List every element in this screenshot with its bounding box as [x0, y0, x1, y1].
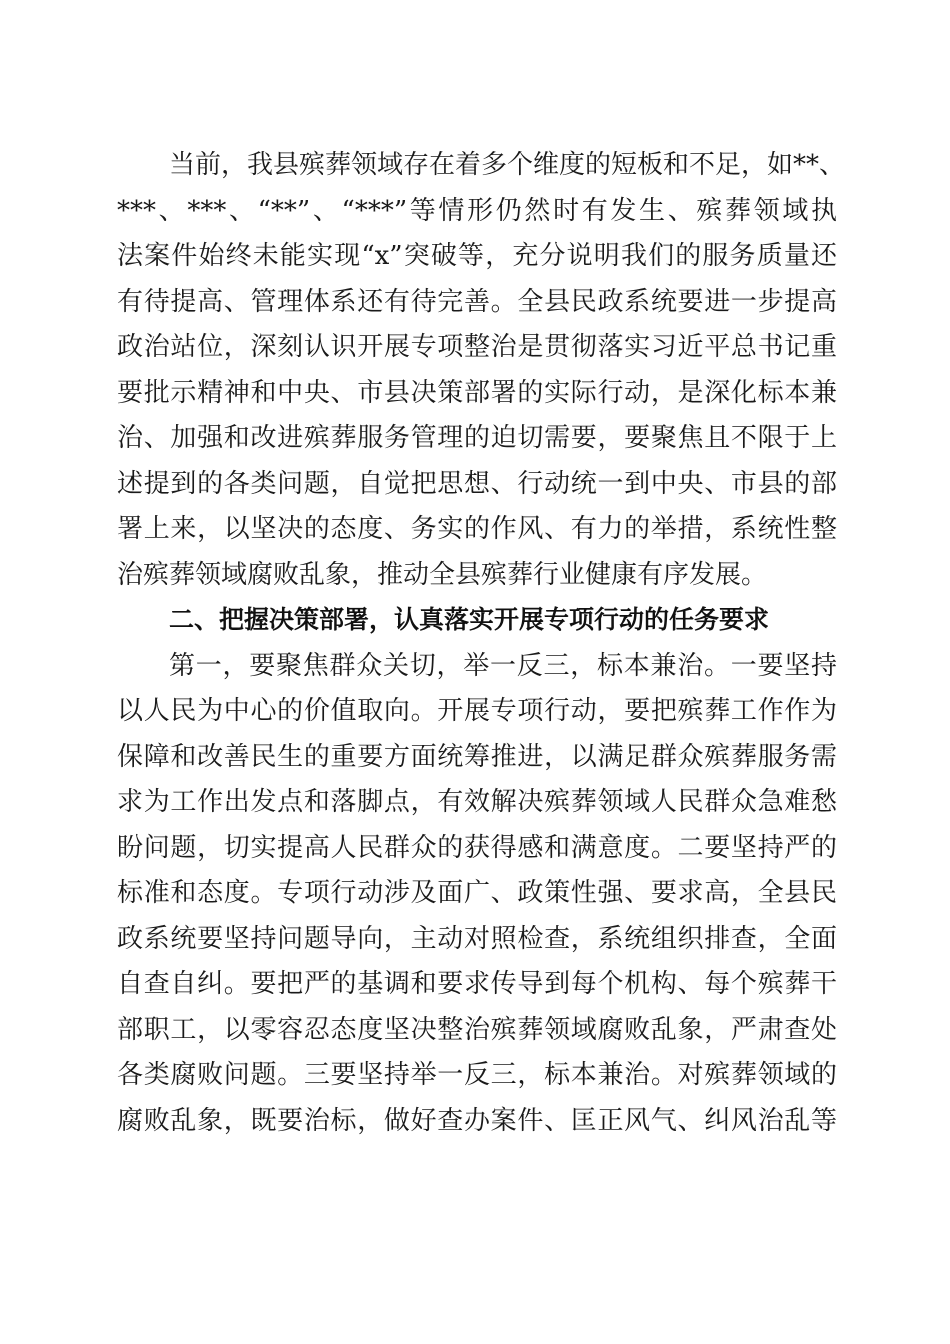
paragraph1-line: 署上来，以坚决的态度、务实的作风、有力的举措，系统性整: [117, 514, 837, 544]
paragraph2-line: 自查自纠。要把严的基调和要求传导到每个机构、每个殡葬干: [117, 969, 837, 999]
paragraph2-line: 政系统要坚持问题导向，主动对照检查，系统组织排查，全面: [117, 924, 837, 954]
paragraph1-line: 述提到的各类问题，自觉把思想、行动统一到中央、市县的部: [117, 469, 837, 499]
paragraph2-line: 求为工作出发点和落脚点，有效解决殡葬领域人民群众急难愁: [117, 787, 837, 817]
paragraph2-line: 标准和态度。专项行动涉及面广、政策性强、要求高，全县民: [117, 878, 837, 908]
paragraph1-line: 治、加强和改进殡葬服务管理的迫切需要，要聚焦且不限于上: [117, 423, 837, 453]
paragraph2-line: 各类腐败问题。三要坚持举一反三，标本兼治。对殡葬领域的: [117, 1060, 837, 1090]
paragraph2-line: 保障和改善民生的重要方面统筹推进，以满足群众殡葬服务需: [117, 742, 837, 772]
paragraph1-line: 有待提高、管理体系还有待完善。全县民政系统要进一步提高: [117, 287, 837, 317]
paragraph1-line: 法案件始终未能实现“x”突破等，充分说明我们的服务质量还: [117, 241, 837, 271]
paragraph2-line: 以人民为中心的价值取向。开展专项行动，要把殡葬工作作为: [117, 696, 837, 726]
paragraph2-line: 盼问题，切实提高人民群众的获得感和满意度。二要坚持严的: [117, 833, 837, 863]
paragraph1-line: ***、***、“**”、“***”等情形仍然时有发生、殡葬领域执: [117, 196, 837, 226]
paragraph2-line: 第一，要聚焦群众关切，举一反三，标本兼治。一要坚持: [169, 651, 837, 681]
paragraph2-line: 部职工，以零容忍态度坚决整治殡葬领域腐败乱象，严肃查处: [117, 1015, 837, 1045]
paragraph1-line: 要批示精神和中央、市县决策部署的实际行动，是深化标本兼: [117, 378, 837, 408]
paragraph1-line: 政治站位，深刻认识开展专项整治是贯彻落实习近平总书记重: [117, 332, 837, 362]
paragraph2-line: 腐败乱象，既要治标，做好查办案件、匡正风气、纠风治乱等: [117, 1106, 837, 1136]
paragraph1-line: 当前，我县殡葬领域存在着多个维度的短板和不足，如**、: [169, 150, 846, 180]
paragraph1-line: 治殡葬领域腐败乱象，推动全县殡葬行业健康有序发展。: [117, 560, 768, 590]
section-heading: 二、把握决策部署，认真落实开展专项行动的任务要求: [169, 605, 770, 634]
